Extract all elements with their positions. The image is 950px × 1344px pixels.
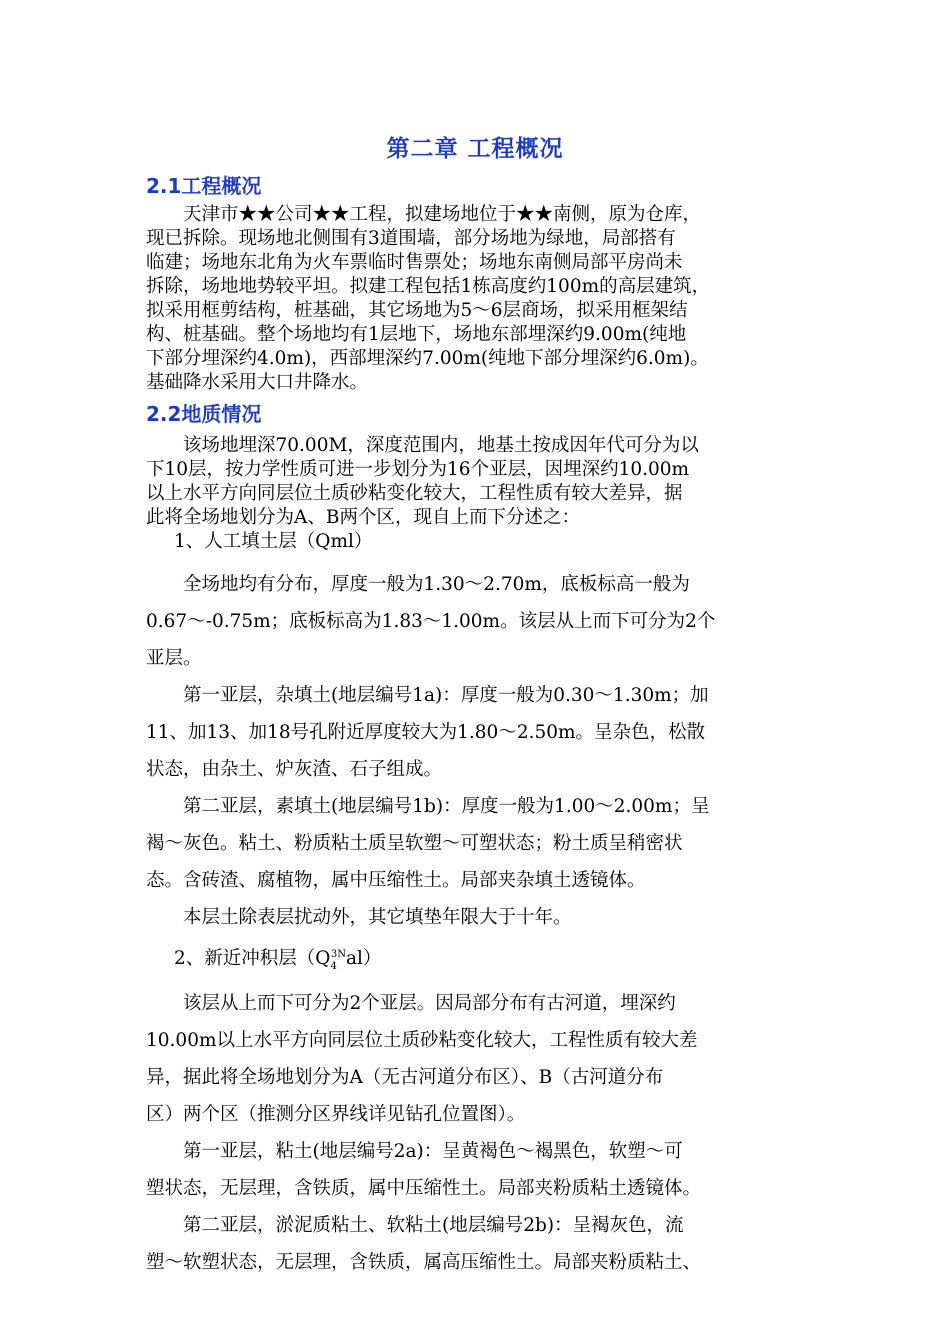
text-line: 第一亚层，粘土(地层编号2a)：呈黄褐色～褐黑色，软塑～可 [183, 1140, 683, 1162]
text-line: 构、桩基础。整个场地均有1层地下，场地东部埋深约9.00m(纯地 [146, 324, 687, 345]
section-heading-2-2: 2.2地质情况 [146, 402, 262, 426]
text-line: 基础降水采用大口井降水。 [146, 372, 369, 393]
text-line: 状态，由杂土、炉灰渣、石子组成。 [146, 759, 443, 780]
section-heading-2-1: 2.1工程概况 [146, 174, 262, 198]
text-line: 现已拆除。现场地北侧围有3道围墙，部分场地为绿地，局部搭有 [146, 228, 676, 249]
chapter-title: 第二章 工程概况 [386, 136, 564, 162]
text-line: 临建；场地东北角为火车票临时售票处；场地东南侧局部平房尚未 [146, 252, 683, 273]
text-line: 塑状态，无层理，含铁质，属中压缩性土。局部夹粉质粘土透镜体。 [146, 1177, 702, 1199]
text-line: 拟采用框剪结构，桩基础，其它场地为5～6层商场，拟采用框架结 [146, 300, 688, 321]
text-line: 0.67～-0.75m；底板标高为1.83～1.00m。该层从上而下可分为2个 [146, 611, 716, 632]
item-heading-fill-layer: 1、人工填土层（Qml） [174, 531, 373, 552]
text-line: 以上水平方向同层位土质砂粘变化较大，工程性质有较大差异，据 [146, 483, 683, 504]
text-line: 此将全场地划分为A、B两个区，现自上而下分述之： [146, 507, 580, 528]
fill-layer-description [146, 566, 808, 1281]
section-2-1-paragraph [146, 203, 806, 395]
text-line: 态。含砖渣、腐植物，属中压缩性土。局部夹杂填土透镜体。 [146, 870, 646, 891]
text-line: 第一亚层，杂填土(地层编号1a)：厚度一般为0.30～1.30m；加 [183, 685, 709, 706]
text-line: 异，据此将全场地划分为A（无古河道分布区）、B（古河道分布 [146, 1066, 664, 1088]
text-line: 该场地埋深70.00M，深度范围内，地基土按成因年代可分为以 [183, 435, 699, 456]
text-line: 11、加13、加18号孔附近厚度较大为1.80～2.50m。呈杂色，松散 [146, 722, 706, 743]
text-line: 第二亚层，素填土(地层编号1b)：厚度一般为1.00～2.00m；呈 [183, 796, 710, 817]
text-line: 下10层，按力学性质可进一步划分为16个亚层，因埋深约10.00m [146, 459, 690, 480]
section-2-2-intro [146, 434, 806, 554]
text-line: 拆除，场地地势较平坦。拟建工程包括1栋高度约100m的高层建筑， [146, 276, 711, 297]
text-line: 塑～软塑状态，无层理，含铁质，属高压缩性土。局部夹粉质粘土、 [146, 1251, 702, 1273]
text-line: 该层从上而下可分为2个亚层。因局部分布有古河道，埋深约 [183, 992, 676, 1014]
text-line: 第二亚层，淤泥质粘土、软粘土(地层编号2b)：呈褐灰色，流 [183, 1214, 684, 1236]
text-line: 全场地均有分布，厚度一般为1.30～2.70m，底板标高一般为 [183, 574, 690, 595]
text-line: 本层土除表层扰动外，其它填垫年限大于十年。 [183, 907, 572, 928]
text-line: 区）两个区（推测分区界线详见钻孔位置图）。 [146, 1103, 526, 1125]
text-line: 亚层。 [146, 648, 202, 669]
item-heading-alluvial-layer: 2、新近冲积层$(Q_4^{3N}al)$ [174, 948, 382, 972]
text-line: 天津市★★公司★★工程，拟建场地位于★★南侧，原为仓库， [183, 204, 702, 225]
text-line: 10.00m以上水平方向同层位土质砂粘变化较大，工程性质有较大差 [146, 1029, 698, 1051]
text-line: 下部分埋深约4.0m)，西部埋深约7.00m(纯地下部分埋深约6.0m)。 [146, 348, 709, 369]
text-line: 褐～灰色。粘土、粉质粘土质呈软塑～可塑状态；粉土质呈稍密状 [146, 833, 683, 854]
